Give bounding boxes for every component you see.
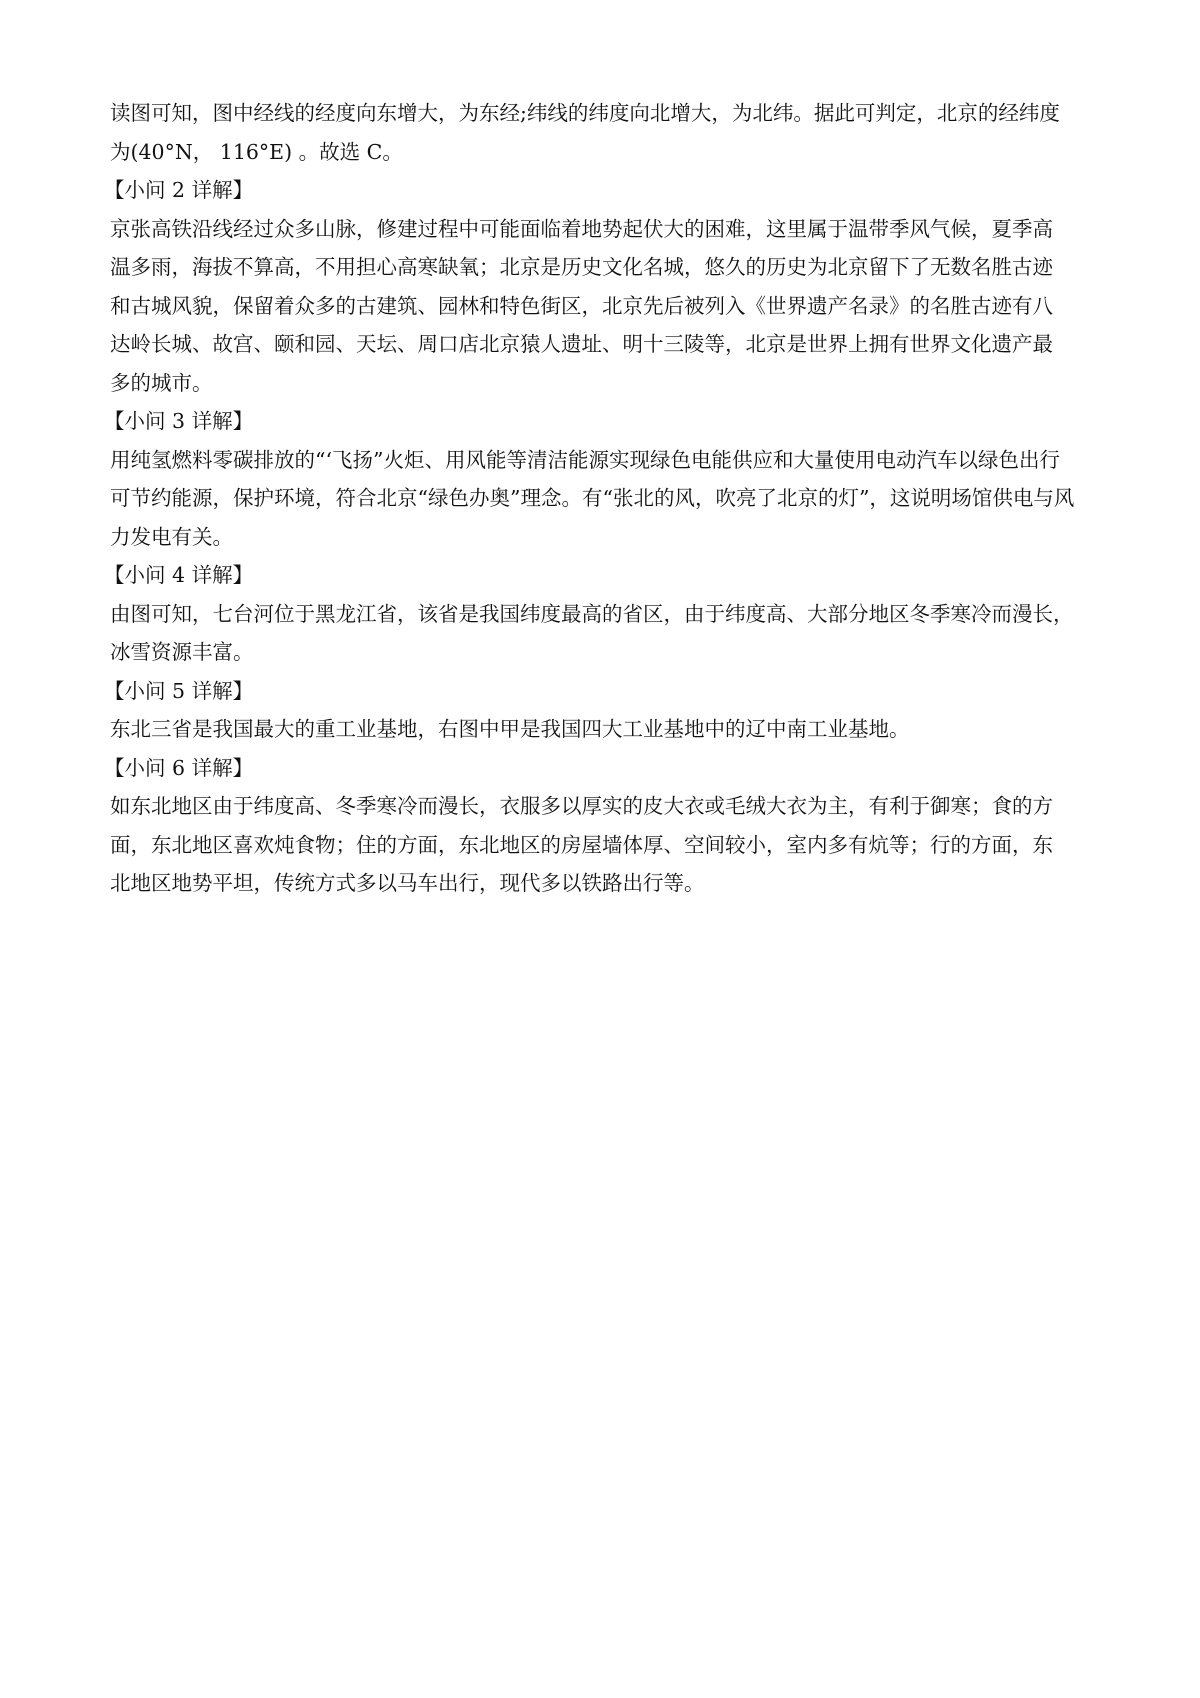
text-line: 由图可知，七台河位于黑龙江省，该省是我国纬度最高的省区，由于纬度高、大部分地区冬季寒冷而漫长， bbox=[110, 601, 1074, 626]
text-line: 东北三省是我国最大的重工业基地，右图中甲是我国四大工业基地中的辽中南工业基地。 bbox=[110, 717, 910, 741]
text-line: 冰雪资源丰富。 bbox=[110, 640, 254, 664]
section-body-q2 bbox=[110, 210, 1100, 403]
text-line: 为(40°N， 116°E) 。故选 C。 bbox=[110, 139, 403, 164]
text-line: 面，东北地区喜欢炖食物；住的方面，东北地区的房屋墙体厚、空间较小，室内多有炕等；行的方面，东 bbox=[110, 832, 1053, 857]
section-heading-q5: 【小问 5 详解】 bbox=[104, 678, 254, 703]
section-heading-q6: 【小问 6 详解】 bbox=[104, 755, 254, 780]
intro-paragraph bbox=[110, 94, 1100, 171]
section-body-q4 bbox=[110, 595, 1100, 672]
text-line: 力发电有关。 bbox=[110, 524, 233, 549]
text-line: 可节约能源，保护环境，符合北京“绿色办奥”理念。有“张北的风，吹亮了北京的灯”，这说明场馆供电与风 bbox=[110, 486, 1075, 510]
section-heading-q3: 【小问 3 详解】 bbox=[104, 409, 254, 433]
text-line: 读图可知，图中经线的经度向东增大，为东经;纬线的纬度向北增大，为北纬。据此可判定，北京的经纬度 bbox=[110, 101, 1060, 125]
text-line: 北地区地势平坦，传统方式多以马车出行，现代多以铁路出行等。 bbox=[110, 871, 705, 895]
text-line: 达岭长城、故宫、颐和园、天坛、周口店北京猿人遗址、明十三陵等，北京是世界上拥有世界文化遗产最 bbox=[110, 332, 1053, 356]
text-line: 京张高铁沿线经过众多山脉，修建过程中可能面临着地势起伏大的困难，这里属于温带季风气候，夏季高 bbox=[110, 216, 1053, 241]
text-line: 温多雨，海拔不算高，不用担心高寒缺氧；北京是历史文化名城，悠久的历史为北京留下了无数名胜古迹 bbox=[110, 255, 1053, 279]
section-heading-q4: 【小问 4 详解】 bbox=[104, 563, 254, 587]
text-line: 多的城市。 bbox=[110, 370, 213, 395]
section-heading-q2: 【小问 2 详解】 bbox=[104, 178, 254, 202]
text-line: 和古城风貌，保留着众多的古建筑、园林和特色街区，北京先后被列入《世界遗产名录》的名胜古迹有八 bbox=[110, 293, 1053, 318]
section-body-q5 bbox=[110, 710, 1100, 749]
text-line: 如东北地区由于纬度高、冬季寒冷而漫长，衣服多以厚实的皮大衣或毛绒大衣为主，有利于御寒；食的方 bbox=[110, 794, 1053, 818]
section-body-q3 bbox=[110, 441, 1100, 557]
answer-explanation-content bbox=[104, 94, 1100, 903]
text-line: 用纯氢燃料零碳排放的“‘飞扬”火炬、用风能等清洁能源实现绿色电能供应和大量使用电动汽车以绿色出行 bbox=[110, 447, 1060, 472]
section-body-q6 bbox=[110, 787, 1100, 903]
